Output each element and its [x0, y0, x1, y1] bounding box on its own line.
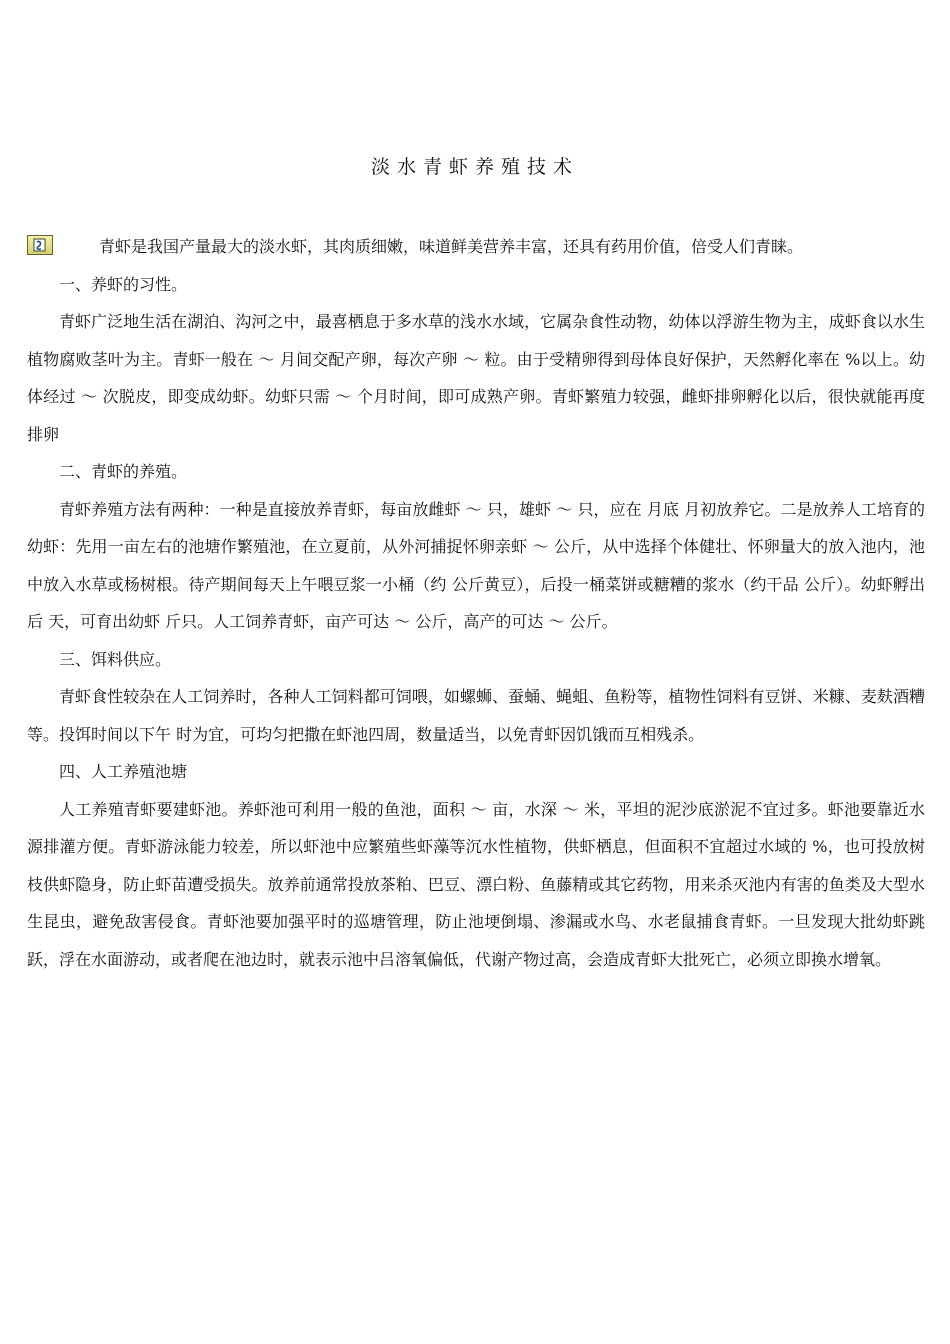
- section-heading-feed: 三、饵料供应。: [59, 649, 172, 669]
- document-body: [27, 228, 925, 978]
- page-title: 淡水青虾养殖技术: [370, 156, 579, 178]
- paragraph-breeding: 青虾养殖方法有两种：一种是直接放养青虾，每亩放雌虾 ～ 只，雄虾 ～ 只，应在 月底 月初放养它。二是放养人工培育的幼虾：先用一亩左右的池塘作繁殖池，在立夏前，从外河捕捉怀卵亲虾 ～ 公斤，从中选择个体健壮、怀卵量大的放入池内，池中放入水草或杨树根。待产期间每天上午喂豆浆一小桶（约 公斤黄豆），后投一桶菜饼或糖糟的浆水（约干品 公斤）。幼虾孵出后 天，可育出幼虾 斤只。人工饲养青虾，亩产可达 ～ 公斤，高产的可达 ～ 公斤。: [27, 499, 925, 631]
- section-heading-habits: 一、养虾的习性。: [59, 274, 188, 294]
- paragraph-pond: 人工养殖青虾要建虾池。养虾池可利用一般的鱼池，面积 ～ 亩，水深 ～ 米，平坦的泥沙底淤泥不宜过多。虾池要靠近水源排灌方便。青虾游泳能力较差，所以虾池中应繁殖些虾藻等沉水性植物，供虾栖息，但面积不宜超过水域的 %，也可投放树枝供虾隐身，防止虾苗遭受损失。放养前通常投放茶粕、巴豆、漂白粉、鱼藤精或其它药物，用来杀灭池内有害的鱼类及大型水生昆虫，避免敌害侵食。青虾池要加强平时的巡塘管理，防止池埂倒塌、渗漏或水鸟、水老鼠捕食青虾。一旦发现大批幼虾跳跃，浮在水面游动，或者爬在池边时，就表示池中吕溶氧偏低，代谢产物过高，会造成青虾大批死亡，必须立即换水增氧。: [27, 799, 925, 969]
- intro-text: 青虾是我国产量最大的淡水虾，其肉质细嫩，味道鲜美营养丰富，还具有药用价值，倍受人们青睐。: [99, 237, 804, 256]
- intro-paragraph: [27, 228, 925, 266]
- section-heading-breeding: 二、青虾的养殖。: [59, 462, 188, 481]
- section-heading-pond: 四、人工养殖池塘: [59, 762, 188, 781]
- paragraph-feed: 青虾食性较杂在人工饲养时，各种人工饲料都可饲喂，如螺蛳、蚕蛹、蝇蛆、鱼粉等，植物性饲料有豆饼、米糠、麦麸酒糟等。投饵时间以下午 时为宜，可均匀把撒在虾池四周，数量适当，以免青虾因饥饿而互相残杀。: [27, 687, 925, 744]
- document-icon[interactable]: [27, 235, 53, 255]
- paragraph-habits: 青虾广泛地生活在湖泊、沟河之中，最喜栖息于多水草的浅水水域，它属杂食性动物，幼体以浮游生物为主，成虾食以水生植物腐败茎叶为主。青虾一般在 ～ 月间交配产卵，每次产卵 ～ 粒。由于受精卵得到母体良好保护，天然孵化率在 %以上。幼体经过 ～ 次脱皮，即变成幼虾。幼虾只需 ～ 个月时间，即可成熟产卵。青虾繁殖力较强，雌虾排卵孵化以后，很快就能再度排卵: [27, 312, 925, 444]
